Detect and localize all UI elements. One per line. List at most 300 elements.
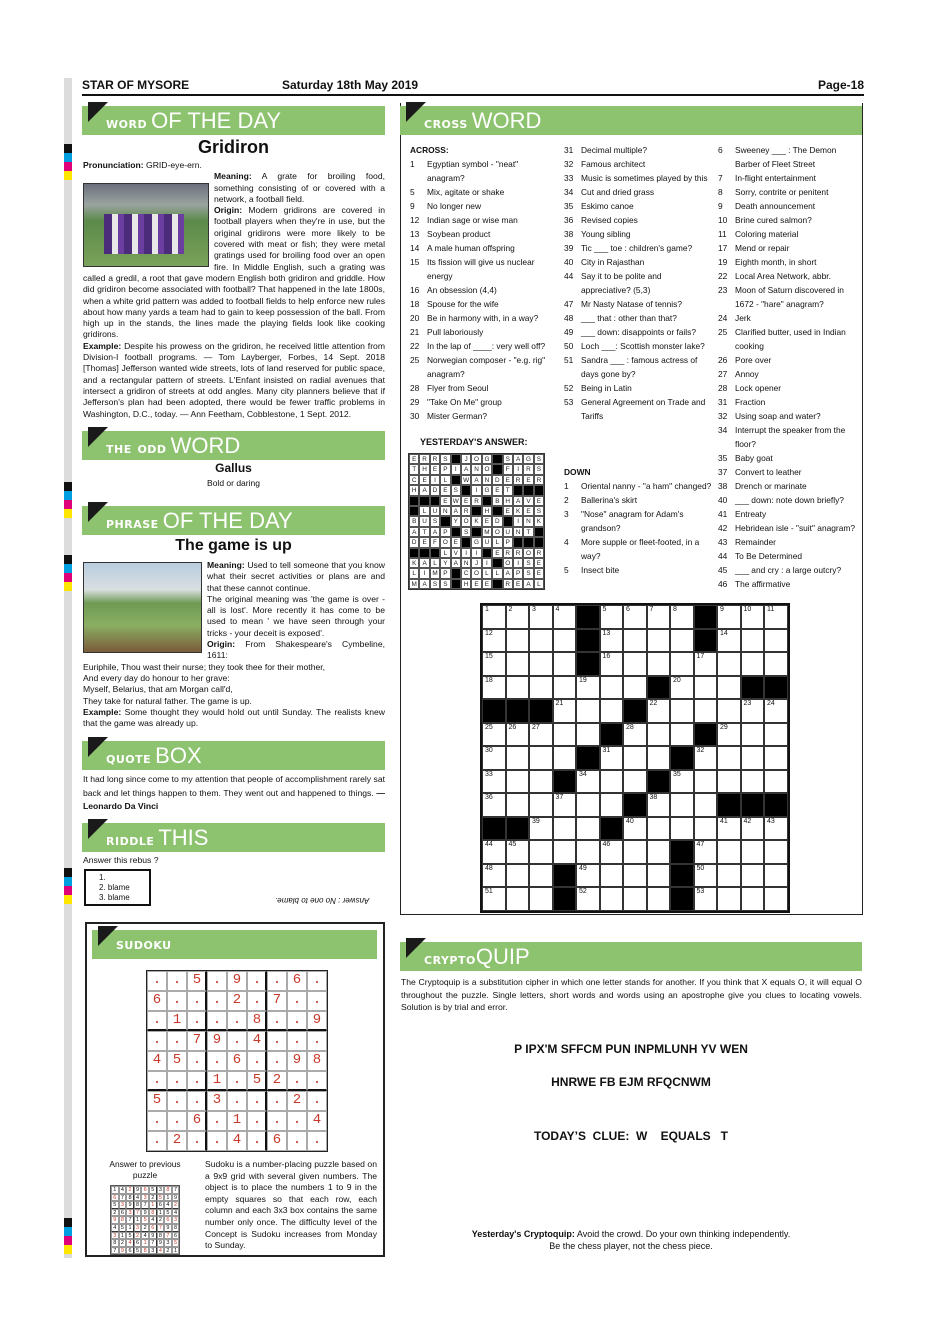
- crossword-cell[interactable]: [529, 723, 553, 747]
- crossword-cell[interactable]: [553, 629, 577, 653]
- sudoku-cell[interactable]: [187, 1111, 207, 1131]
- crossword-cell[interactable]: [647, 887, 671, 911]
- clue: [410, 353, 558, 381]
- sudoku-cell[interactable]: [267, 991, 287, 1011]
- clue-number: 9: [410, 201, 415, 211]
- previous-sudoku-cell: 6: [172, 1232, 180, 1240]
- crossword-cell[interactable]: [623, 770, 647, 794]
- sudoku-cell[interactable]: [187, 1011, 207, 1031]
- clue-text: ___ that : other than that?: [581, 313, 677, 323]
- sudoku-cell[interactable]: [247, 1011, 267, 1031]
- sudoku-cell[interactable]: [227, 1091, 247, 1111]
- previous-sudoku-cell: 2: [111, 1209, 119, 1217]
- crossword-cell[interactable]: [694, 793, 718, 817]
- crossword-cell[interactable]: [576, 676, 600, 700]
- answer-cell: U: [419, 516, 429, 526]
- answer-cell: O: [523, 548, 533, 558]
- clue-text: Moon of Saturn discovered in 1672 - "hare" anagram?: [735, 285, 844, 309]
- previous-sudoku-cell: 8: [111, 1239, 119, 1247]
- crossword-cell[interactable]: [553, 746, 577, 770]
- sudoku-cell[interactable]: [287, 1051, 307, 1071]
- crossword-cell[interactable]: [647, 840, 671, 864]
- crossword-cell[interactable]: [764, 887, 788, 911]
- crossword-cell[interactable]: [553, 652, 577, 676]
- crossword-cell[interactable]: [670, 793, 694, 817]
- answer-cell: L: [534, 579, 544, 589]
- crossword-cell[interactable]: [506, 864, 530, 888]
- black-cell: [451, 579, 461, 589]
- crossword-cell[interactable]: [694, 864, 718, 888]
- sudoku-cell[interactable]: [167, 1051, 187, 1071]
- crossword-cell[interactable]: [529, 817, 553, 841]
- clue-text: Hebridean isle - "suit" anagram?: [735, 523, 855, 533]
- sudoku-cell[interactable]: [227, 1011, 247, 1031]
- crossword-cell[interactable]: [694, 770, 718, 794]
- crossword-cell[interactable]: [764, 817, 788, 841]
- sudoku-cell[interactable]: [307, 991, 327, 1011]
- sudoku-cell[interactable]: [227, 1031, 247, 1051]
- clue-text: No longer new: [427, 201, 482, 211]
- answer-cell: A: [419, 579, 429, 589]
- previous-sudoku-cell: 2: [164, 1247, 172, 1255]
- clue-text: Eighth month, in short: [735, 257, 817, 267]
- crossword-cell[interactable]: [529, 887, 553, 911]
- sudoku-cell[interactable]: [287, 971, 307, 991]
- sudoku-cell[interactable]: [207, 1011, 227, 1031]
- sudoku-cell[interactable]: [247, 1071, 267, 1091]
- crossword-cell[interactable]: [600, 864, 624, 888]
- crossword-cell[interactable]: [623, 723, 647, 747]
- sudoku-cell[interactable]: [287, 1091, 307, 1111]
- previous-sudoku-cell: 3: [119, 1201, 127, 1209]
- crossword-cell[interactable]: [670, 676, 694, 700]
- crossword-cell[interactable]: [647, 723, 671, 747]
- previous-sudoku-cell: 9: [149, 1232, 157, 1240]
- crossword-cell[interactable]: [553, 605, 577, 629]
- crossword-cell[interactable]: [764, 699, 788, 723]
- sudoku-cell[interactable]: [147, 1131, 167, 1151]
- crossword-cell[interactable]: [717, 676, 741, 700]
- crossword-cell[interactable]: [506, 840, 530, 864]
- crossword-cell[interactable]: [600, 793, 624, 817]
- crossword-cell[interactable]: [647, 793, 671, 817]
- sudoku-cell[interactable]: [267, 1051, 287, 1071]
- crossword-cell[interactable]: [741, 864, 765, 888]
- clue: [564, 143, 712, 157]
- crossword-cell[interactable]: [576, 770, 600, 794]
- crossword-cell[interactable]: [623, 746, 647, 770]
- sudoku-cell[interactable]: [287, 1031, 307, 1051]
- crossword-cell[interactable]: [576, 817, 600, 841]
- sudoku-cell[interactable]: [227, 991, 247, 1011]
- crossword-cell[interactable]: [553, 840, 577, 864]
- crossword-cell[interactable]: [482, 652, 506, 676]
- crossword-cell[interactable]: [553, 723, 577, 747]
- sudoku-cell[interactable]: [167, 1011, 187, 1031]
- sudoku-cell[interactable]: [207, 1111, 227, 1131]
- crossword-cell[interactable]: [623, 887, 647, 911]
- crossword-cell[interactable]: [623, 817, 647, 841]
- banner-light: WORD: [170, 433, 241, 458]
- clue-number: 50: [696, 864, 705, 872]
- answer-cell: A: [451, 558, 461, 568]
- crossword-cell[interactable]: [600, 887, 624, 911]
- crossword-cell[interactable]: [600, 676, 624, 700]
- sudoku-cell[interactable]: [227, 1131, 247, 1151]
- sudoku-cell[interactable]: [227, 1051, 247, 1071]
- crossword-cell[interactable]: [506, 793, 530, 817]
- clue-text: Mister German?: [427, 411, 488, 421]
- sudoku-cell[interactable]: [307, 1131, 327, 1151]
- previous-sudoku-cell: 4: [164, 1201, 172, 1209]
- crossword-cell[interactable]: [623, 605, 647, 629]
- sudoku-cell[interactable]: [267, 1091, 287, 1111]
- crossword-cell[interactable]: [647, 699, 671, 723]
- sudoku-cell[interactable]: [247, 1091, 267, 1111]
- crossword-cell[interactable]: [506, 629, 530, 653]
- sudoku-cell[interactable]: [267, 1131, 287, 1151]
- sudoku-cell[interactable]: [167, 1071, 187, 1091]
- crossword-cell[interactable]: [482, 676, 506, 700]
- sudoku-cell[interactable]: [207, 1131, 227, 1151]
- previous-sudoku-cell: 9: [172, 1194, 180, 1202]
- crossword-cell[interactable]: [647, 746, 671, 770]
- crossword-cell[interactable]: [529, 676, 553, 700]
- crossword-cell[interactable]: [623, 864, 647, 888]
- registration-mark: [64, 582, 72, 591]
- sudoku-cell[interactable]: [307, 1011, 327, 1031]
- crossword-cell[interactable]: [482, 746, 506, 770]
- crossword-cell[interactable]: [600, 605, 624, 629]
- answer-cell: E: [523, 475, 533, 485]
- answer-cell: R: [503, 579, 513, 589]
- sudoku-cell[interactable]: [287, 1071, 307, 1091]
- crossword-cell[interactable]: [741, 629, 765, 653]
- previous-sudoku-cell: 4: [141, 1232, 149, 1240]
- sudoku-cell[interactable]: [147, 1031, 167, 1051]
- black-cell: [492, 454, 502, 464]
- crossword-cell[interactable]: [553, 793, 577, 817]
- crossword-cell[interactable]: [647, 605, 671, 629]
- crossword-cell[interactable]: [647, 817, 671, 841]
- sudoku-cell[interactable]: [207, 1051, 227, 1071]
- crossword-cell[interactable]: [529, 746, 553, 770]
- sudoku-cell[interactable]: [167, 971, 187, 991]
- sudoku-cell[interactable]: [207, 1071, 227, 1091]
- crossword-cell[interactable]: [717, 770, 741, 794]
- sudoku-cell[interactable]: [307, 1031, 327, 1051]
- answer-cell: I: [451, 464, 461, 474]
- crossword-cell[interactable]: [506, 770, 530, 794]
- crossword-cell[interactable]: [482, 770, 506, 794]
- crossword-cell[interactable]: [576, 840, 600, 864]
- banner-light: WORD: [471, 108, 542, 133]
- sudoku-cell[interactable]: [167, 1031, 187, 1051]
- answer-cell: Y: [451, 516, 461, 526]
- sudoku-cell[interactable]: [307, 1091, 327, 1111]
- sudoku-cell[interactable]: [167, 1091, 187, 1111]
- clue: [718, 185, 860, 199]
- previous-sudoku-cell: 4: [157, 1247, 165, 1255]
- crossword-cell[interactable]: [694, 817, 718, 841]
- crossword-cell[interactable]: [600, 746, 624, 770]
- crossword-cell[interactable]: [600, 840, 624, 864]
- crossword-cell[interactable]: [623, 840, 647, 864]
- black-cell: [409, 548, 419, 558]
- crossword-cell[interactable]: [482, 887, 506, 911]
- clue-number: 17: [718, 243, 728, 253]
- sudoku-cell[interactable]: [147, 1071, 167, 1091]
- crossword-cell[interactable]: [741, 840, 765, 864]
- crossword-cell[interactable]: [529, 770, 553, 794]
- sudoku-cell[interactable]: [247, 1111, 267, 1131]
- crossword-cell[interactable]: [529, 840, 553, 864]
- crossword-cell[interactable]: [600, 652, 624, 676]
- crossword-cell[interactable]: [694, 676, 718, 700]
- sudoku-cell[interactable]: [147, 991, 167, 1011]
- previous-sudoku-cell: 3: [134, 1224, 142, 1232]
- clue-text: Brine cured salmon?: [735, 215, 812, 225]
- previous-sudoku-cell: 8: [119, 1216, 127, 1224]
- clue: [718, 255, 860, 269]
- corner-triangle-icon: [406, 938, 426, 958]
- crossword-cell[interactable]: [741, 652, 765, 676]
- crossword-cell[interactable]: [670, 629, 694, 653]
- crossword-cell[interactable]: [506, 605, 530, 629]
- clue-number: 44: [485, 841, 493, 848]
- sudoku-cell[interactable]: [187, 1091, 207, 1111]
- crossword-cell[interactable]: [553, 676, 577, 700]
- sudoku-cell[interactable]: [167, 991, 187, 1011]
- crossword-cell[interactable]: [576, 864, 600, 888]
- sudoku-cell[interactable]: [187, 1071, 207, 1091]
- clue-text: Famous architect: [581, 159, 646, 169]
- crossword-cell[interactable]: [694, 699, 718, 723]
- answer-cell: S: [440, 454, 450, 464]
- crossword-cell[interactable]: [529, 793, 553, 817]
- crossword-cell[interactable]: [506, 676, 530, 700]
- crossword-cell[interactable]: [647, 652, 671, 676]
- previous-sudoku-cell: 9: [111, 1216, 119, 1224]
- crossword-cell[interactable]: [717, 864, 741, 888]
- crossword-cell[interactable]: [764, 746, 788, 770]
- sudoku-cell[interactable]: [247, 1131, 267, 1151]
- crossword-cell[interactable]: [576, 887, 600, 911]
- crossword-cell[interactable]: [553, 699, 577, 723]
- crossword-cell[interactable]: [717, 723, 741, 747]
- crossword-cell[interactable]: [670, 817, 694, 841]
- crossword-cell[interactable]: [694, 887, 718, 911]
- sudoku-cell[interactable]: [227, 1111, 247, 1131]
- crossword-cell[interactable]: [764, 864, 788, 888]
- crossword-cell[interactable]: [670, 699, 694, 723]
- crossword-cell[interactable]: [741, 770, 765, 794]
- sudoku-cell[interactable]: [207, 1031, 227, 1051]
- crossword-cell[interactable]: [694, 840, 718, 864]
- clue: [718, 521, 860, 535]
- crossword-cell[interactable]: [670, 605, 694, 629]
- sudoku-cell[interactable]: [147, 1091, 167, 1111]
- registration-mark: [64, 491, 72, 500]
- crossword-cell[interactable]: [529, 629, 553, 653]
- sudoku-cell[interactable]: [147, 1011, 167, 1031]
- sudoku-cell[interactable]: [247, 971, 267, 991]
- page-header: [82, 78, 864, 96]
- crossword-cell[interactable]: [482, 840, 506, 864]
- crossword-cell[interactable]: [482, 605, 506, 629]
- riddle-answer-upside-down: Answer : No one to blame.: [275, 896, 370, 905]
- sudoku-cell[interactable]: [287, 1111, 307, 1131]
- answer-cell: H: [503, 496, 513, 506]
- sudoku-cell[interactable]: [227, 1071, 247, 1091]
- answer-cell: S: [534, 506, 544, 516]
- crossword-cell[interactable]: [506, 723, 530, 747]
- crossword-cell[interactable]: [717, 629, 741, 653]
- clue-number: 27: [532, 723, 540, 731]
- crossword-cell[interactable]: [506, 652, 530, 676]
- crossword-cell[interactable]: [694, 746, 718, 770]
- clue-number: 19: [579, 676, 587, 684]
- sudoku-cell[interactable]: [267, 1111, 287, 1131]
- crossword-cell[interactable]: [482, 629, 506, 653]
- clue-number: 34: [718, 425, 728, 435]
- sudoku-cell[interactable]: [207, 971, 227, 991]
- sudoku-cell[interactable]: [167, 1111, 187, 1131]
- sudoku-cell[interactable]: [267, 1011, 287, 1031]
- sudoku-cell[interactable]: [187, 1131, 207, 1151]
- sudoku-cell[interactable]: [307, 971, 327, 991]
- crossword-cell[interactable]: [694, 652, 718, 676]
- answer-cell: A: [513, 454, 523, 464]
- crossword-cell[interactable]: [670, 723, 694, 747]
- crossword-cell[interactable]: [576, 723, 600, 747]
- crossword-cell[interactable]: [647, 629, 671, 653]
- crossword-cell[interactable]: [741, 817, 765, 841]
- sudoku-cell[interactable]: [287, 1131, 307, 1151]
- crossword-cell[interactable]: [529, 864, 553, 888]
- sudoku-cell[interactable]: [187, 1031, 207, 1051]
- clue-number: 12: [485, 629, 493, 637]
- clue-number: 9: [718, 201, 723, 211]
- crossword-cell[interactable]: [529, 605, 553, 629]
- quote-text: [83, 773, 385, 814]
- crossword-cell[interactable]: [482, 864, 506, 888]
- crossword-cell[interactable]: [600, 770, 624, 794]
- crossword-cell[interactable]: [670, 770, 694, 794]
- clue-text: Interrupt the speaker from the floor?: [735, 425, 846, 449]
- sudoku-cell[interactable]: [287, 1011, 307, 1031]
- crossword-cell[interactable]: [576, 793, 600, 817]
- crossword-cell[interactable]: [741, 746, 765, 770]
- crossword-cell[interactable]: [741, 723, 765, 747]
- clue: [718, 563, 860, 577]
- answer-cell: D: [430, 485, 440, 495]
- sudoku-cell[interactable]: [147, 1111, 167, 1131]
- crossword-cell[interactable]: [506, 887, 530, 911]
- sudoku-cell[interactable]: [187, 971, 207, 991]
- crossword-cell[interactable]: [741, 605, 765, 629]
- crossword-cell[interactable]: [717, 605, 741, 629]
- sudoku-cell[interactable]: [147, 971, 167, 991]
- crossword-cell[interactable]: [600, 629, 624, 653]
- clue: [718, 353, 860, 367]
- cipher-line-1: P IPX'M SFFCM PUN INPMLUNH YV WEN: [514, 1042, 748, 1056]
- crossword-cell[interactable]: [623, 676, 647, 700]
- crossword-cell[interactable]: [623, 652, 647, 676]
- crossword-cell[interactable]: [623, 629, 647, 653]
- crossword-cell[interactable]: [553, 817, 577, 841]
- crossword-cell[interactable]: [741, 887, 765, 911]
- crossword-cell[interactable]: [764, 723, 788, 747]
- sudoku-cell[interactable]: [247, 1051, 267, 1071]
- sudoku-cell[interactable]: [267, 1071, 287, 1091]
- crossword-cell[interactable]: [482, 793, 506, 817]
- crossword-cell[interactable]: [764, 629, 788, 653]
- crossword-cell[interactable]: [529, 652, 553, 676]
- answer-cell: O: [471, 568, 481, 578]
- clue-number: 2: [508, 606, 513, 613]
- crossword-cell[interactable]: [764, 840, 788, 864]
- sudoku-cell[interactable]: [267, 1031, 287, 1051]
- crossword-cell[interactable]: [576, 699, 600, 723]
- sudoku-cell[interactable]: [187, 991, 207, 1011]
- sudoku-cell[interactable]: [167, 1131, 187, 1151]
- crossword-cell[interactable]: [717, 746, 741, 770]
- sudoku-cell[interactable]: [307, 1071, 327, 1091]
- crossword-cell[interactable]: [717, 887, 741, 911]
- previous-sudoku-cell: 6: [134, 1239, 142, 1247]
- sudoku-cell[interactable]: [227, 971, 247, 991]
- sudoku-cell[interactable]: [247, 991, 267, 1011]
- clue-number: 38: [718, 481, 728, 491]
- answer-cell: S: [440, 579, 450, 589]
- crossword-cell[interactable]: [506, 746, 530, 770]
- previous-sudoku-cell: 7: [141, 1201, 149, 1209]
- banner-light: OF THE DAY: [151, 108, 282, 133]
- crossword-cell[interactable]: [717, 817, 741, 841]
- clue-text: ___ and cry : a large outcry?: [735, 565, 842, 575]
- sudoku-cell[interactable]: [207, 1091, 227, 1111]
- black-cell: [553, 770, 577, 794]
- crossword-cell[interactable]: [717, 652, 741, 676]
- crossword-cell[interactable]: [670, 652, 694, 676]
- clue-text: Clarified butter, used in Indian cooking: [735, 327, 846, 351]
- corner-triangle-icon: [88, 427, 108, 447]
- sudoku-cell[interactable]: [187, 1051, 207, 1071]
- sudoku-cell[interactable]: [147, 1051, 167, 1071]
- clue-number: 13: [602, 629, 611, 637]
- crossword-cell[interactable]: [764, 605, 788, 629]
- sudoku-cell[interactable]: [307, 1111, 327, 1131]
- previous-sudoku-cell: 1: [111, 1186, 119, 1194]
- answer-cell: B: [409, 516, 419, 526]
- sudoku-cell[interactable]: [307, 1051, 327, 1071]
- crossword-cell[interactable]: [741, 699, 765, 723]
- banner-light: BOX: [155, 743, 202, 768]
- crossword-cell[interactable]: [600, 699, 624, 723]
- crossword-cell[interactable]: [647, 864, 671, 888]
- sudoku-cell[interactable]: [267, 971, 287, 991]
- crossword-cell[interactable]: [764, 770, 788, 794]
- sudoku-cell[interactable]: [247, 1031, 267, 1051]
- crossword-cell[interactable]: [717, 699, 741, 723]
- crossword-cell[interactable]: [764, 652, 788, 676]
- sudoku-cell[interactable]: [287, 991, 307, 1011]
- crossword-cell[interactable]: [482, 723, 506, 747]
- sudoku-cell[interactable]: [207, 991, 227, 1011]
- banner-light: THIS: [158, 825, 209, 850]
- crossword-cell[interactable]: [717, 840, 741, 864]
